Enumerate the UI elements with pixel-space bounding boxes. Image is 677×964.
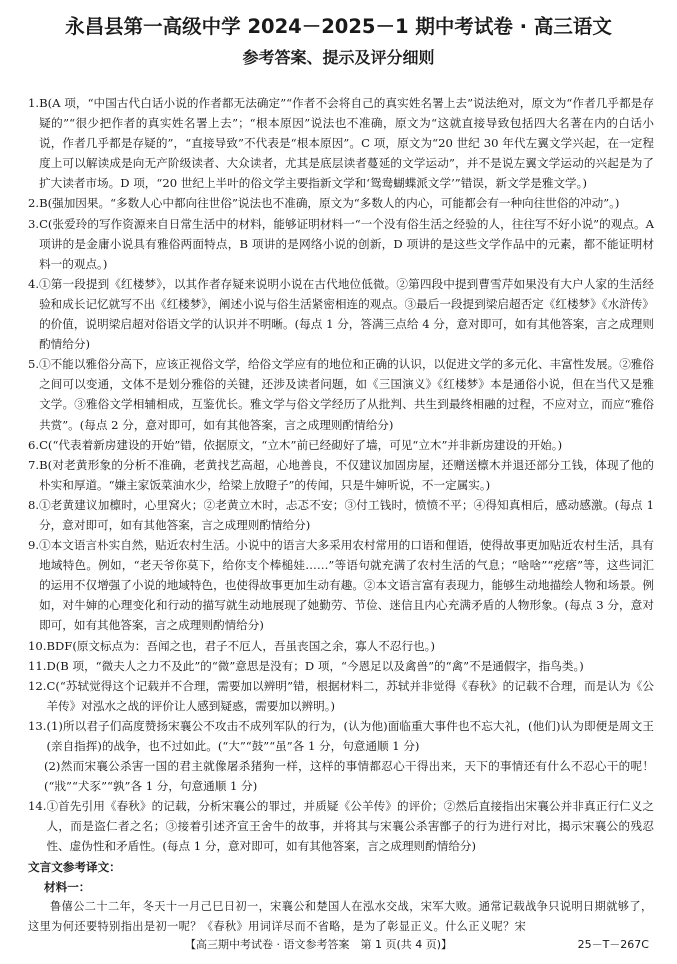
answer-number: 1. <box>28 96 40 110</box>
answer-number: 6. <box>28 437 40 452</box>
answer-number: 13. <box>28 718 47 733</box>
answer-number: 5. <box>28 357 40 372</box>
answer-text: C(“代表着新房建设的开始”错，依据原文，“立木”前已经砌好了墙，可见“立木”并非新房建设的开始。) <box>39 437 563 452</box>
answer-text: (1)所以君子们高度赞扬宋襄公不攻击不成列军队的行为，(认为他)面临重大事件也不忘大礼，(他们)认为即便是周文王(亲自指挥)的战争，也不过如此。(“大”“鼓”“虽”各 1 分，句意通顺 1 分) <box>46 718 654 753</box>
answer-item-13 <box>28 716 654 756</box>
answer-item-10 <box>28 636 654 656</box>
material-label: 材料一： <box>44 879 91 894</box>
answer-list <box>28 93 654 937</box>
answer-number: 14. <box>28 799 47 814</box>
answer-number: 2. <box>28 196 40 211</box>
answer-text: ①本文语言朴实自然，贴近农村生活。小说中的语言大多采用农村常用的口语和俚语，使得故事更加贴近农村生活，具有地域特色。例如，“老天爷你莫下，给你支个棒槌娃……”等语句就充满了农村生活的气息；“啥啥”“疙瘩”等，这些词汇的运用不仅增强了小说的地域特色，也使得故事更加生动有趣。②本文语言富有表现力，能够生动地描绘人物和场景。例如，对牛婶的心理变化和行动的描写就生动地展现了她勤劳、节俭、迷信且内心充满矛盾的人物形象。(每点 3 分，意对即可，如有其他答案，言之成理则酌情给分) <box>39 538 654 633</box>
answer-text: BDF(原文标点为：吾闻之也，君子不厄人，吾虽丧国之余，寡人不忍行也。) <box>46 638 435 653</box>
page-title: 永昌县第一高级中学 2024－2025－1 期中考试卷 · 高三语文 <box>65 15 612 38</box>
answer-item-14 <box>28 796 654 856</box>
answer-13-part-2: (2)然而宋襄公杀害一国的君主就像屠杀猪狗一样，这样的事情都忍心干得出来，天下的事情还有什么不忍心干的呢！(“戕”“犬豕”“孰”各 1 分，句意通顺 1 分) <box>44 759 654 794</box>
answer-item-12 <box>28 676 654 716</box>
page-footer <box>0 936 677 956</box>
answer-item-11 <box>28 656 654 676</box>
answer-item-1 <box>28 93 654 193</box>
answer-item-8 <box>28 495 654 535</box>
translation-text: 鲁僖公二十二年，冬天十一月己巳日初一，宋襄公和楚国人在泓水交战，宋军大败。通常记载战争只说明日期就够了，这里为何还要特别指出是初一呢？《春秋》用词详尽而不省略，是为了彰显正义。什么正义呢？宋 <box>28 899 653 933</box>
answer-number: 7. <box>28 457 40 472</box>
answer-number: 12. <box>28 678 47 693</box>
answer-text: ①首先引用《春秋》的记载，分析宋襄公的罪过，并质疑《公羊传》的评价；②然后直接指出宋襄公并非真正行仁义之人，而是盗仁者之名；③接着引述齐宣王舍牛的故事，并将其与宋襄公杀害鄫子的行为进行对比，揭示宋襄公的残忍性、虚伪性和矛盾性。(每点 1 分，意对即可，如有其他答案，言之成理则酌情给分) <box>46 799 654 854</box>
answer-number: 3. <box>28 216 40 231</box>
answer-text: ①不能以雅俗分高下，应该正视俗文学，给俗文学应有的地位和正确的认识，以促进文学的多元化、丰富性发展。②雅俗之间可以变通，文体不是划分雅俗的关键，还涉及读者问题，如《三国演义》《红楼梦》本是通俗小说，但在当代又是雅文学。③雅俗文学相辅相成，互鉴优长。雅文学与俗文学经历了从批判、共生到最终相融的过程，不应对立，而应“雅俗共赏”。(每点 2 分，意对即可，如有其他答案，言之成理则酌情给分) <box>39 357 654 432</box>
answer-text: D(B 项，“微夫人之力不及此”的“微”意思是没有；D 项，“今恩足以及禽兽”的“禽”不是通假字，指鸟类。) <box>46 658 584 673</box>
footer-page-info: 【高三期中考试卷 · 语文参考答案 第 1 页(共 4 页)】 <box>185 938 453 951</box>
answer-text: B(对老黄形象的分析不准确，老黄找艺高超，心地善良，不仅建议加固房屋，还赠送檩木并退还部分工钱，体现了他的朴实和厚道。“嫌主家饭菜油水少，给梁上放瞪子”的传闻，只是牛婶听说，不一定属实。) <box>39 457 654 492</box>
answer-text: ①第一段提到《红楼梦》，以其作者存疑来说明小说在古代地位低微。②第四段中提到曹雪芹如果没有大户人家的生活经验和成长记忆就写不出《红楼梦》，阐述小说与俗生活紧密相连的观点。③最后一段提到梁启超否定《红楼梦》《水浒传》的价值，说明梁启超对俗语文学的认识并不明晰。(每点 1 分，答满三点给 4 分，意对即可，如有其他答案，言之成理则酌情给分) <box>39 276 654 352</box>
answer-text: ①老黄建议加檩时，心里窝火；②老黄立木时，忐忑不安；③付工钱时，愤愤不平；④得知真相后，感动感激。(每点 1 分，意对即可，如有其他答案，言之成理则酌情给分) <box>39 497 654 532</box>
page-subtitle: 参考答案、提示及评分细则 <box>242 48 435 67</box>
answer-text: B(强加因果。“多数人心中都向往世俗”说法也不准确，原文为“多数人的内心，可能都会有一种向往世俗的冲动”。) <box>39 196 620 211</box>
answer-number: 9. <box>28 538 40 553</box>
answer-item-3 <box>28 214 654 274</box>
answer-number: 10. <box>28 638 47 653</box>
footer-code: 25－T－267C <box>577 938 649 951</box>
answer-text: C(张爱玲的写作资源来自日常生活中的材料，能够证明材料一“一个没有俗生活之经验的人，往往写不好小说”的观点。A 项讲的是金庸小说具有雅俗两面特点，B 项讲的是网络小说的创新，D 项讲的是这些文学作品中的元素，都不能证明材料一的观点。) <box>39 216 654 271</box>
answer-text: B(A 项，“中国古代白话小说的作者都无法确定”“作者不会将自己的真实姓名署上去”说法绝对，原文为“作者几乎都是存疑的”“很少把作者的真实姓名署上去”；“根本原因”说法也不准确，原文为“这就直接导致包括四大名著在内的白话小说，作者几乎都是存疑的”，“直接导致”不代表是“根本原因”。C 项，原文为“20 世纪 30 年代左翼文学兴起，在一定程度上可以解读成是向无产阶级读者、大众读者，尤其是底层读者蔓延的文学运动”，并不是说左翼文学运动的兴起是为了扩大读者市场。D 项，“20 世纪上半叶的俗文学主要指新文学和‘鸳鸯蝴蝶派文学’”错误，新文学是雅文学。) <box>39 96 654 191</box>
answer-item-7 <box>28 455 654 495</box>
answer-item-2 <box>28 193 654 213</box>
answer-item-5 <box>28 354 654 434</box>
answer-number: 4. <box>28 276 40 291</box>
answer-item-4 <box>28 274 654 354</box>
answer-text: C(“苏轼觉得这个记载并不合理，需要加以辨明”错，根据材料二，苏轼并非觉得《春秋》的记载不合理，而是认为《公羊传》对泓水之战的评价让人感到疑惑，需要加以辨明。) <box>46 678 654 713</box>
answer-item-6 <box>28 435 654 455</box>
translation-heading: 文言文参考译文： <box>28 859 121 874</box>
answer-number: 11. <box>28 658 47 673</box>
answer-item-9 <box>28 535 654 635</box>
answer-number: 8. <box>28 497 40 512</box>
